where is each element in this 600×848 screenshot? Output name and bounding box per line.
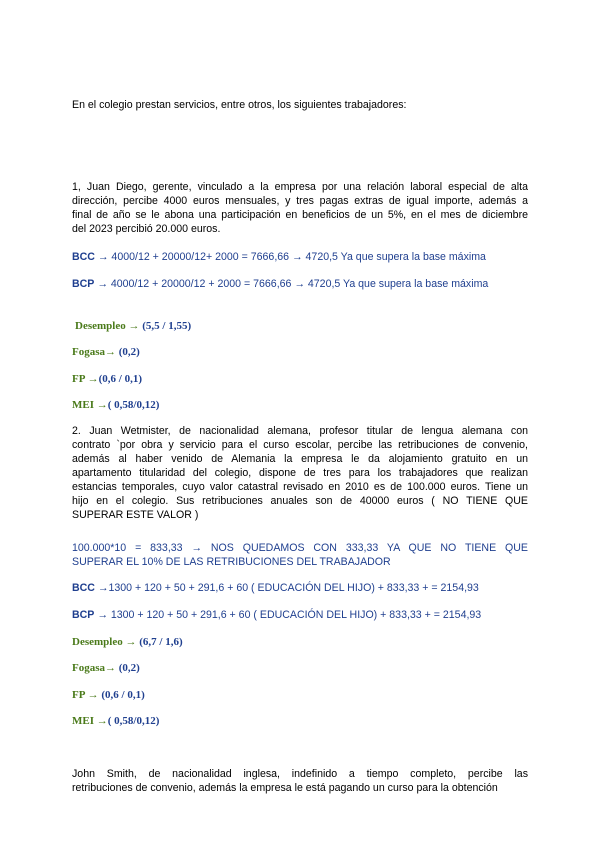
case1-line: del 2023 percibió 20.000 euros. bbox=[72, 223, 221, 235]
case3-line: John Smith, de nacionalidad inglesa, indefinido a tiempo completo, percibe las bbox=[72, 768, 528, 780]
case1-desempleo-line bbox=[75, 319, 531, 333]
case2-bcp-line bbox=[72, 608, 528, 622]
bcc-label: BCC bbox=[72, 582, 95, 594]
case2-line: SUPERAR ESTE VALOR ) bbox=[72, 509, 199, 521]
fogasa-label: Fogasa→ bbox=[72, 346, 116, 358]
fp-value: (0,6 / 0,1) bbox=[98, 373, 142, 385]
case1-line: dirección, percibe 4000 euros mensuales, y tres pagas extras de igual importe, además a bbox=[72, 195, 528, 207]
case1-bcp-line bbox=[72, 277, 528, 291]
mei-value: ( 0,58/0,12) bbox=[107, 715, 160, 727]
case1-paragraph bbox=[72, 180, 528, 236]
case2-fp-line bbox=[72, 688, 528, 702]
desempleo-label: Desempleo → bbox=[72, 636, 137, 648]
desempleo-value: (5,5 / 1,55) bbox=[139, 320, 192, 332]
housing-calc-line: 100.000*10 = 833,33 → NOS QUEDAMOS CON 333,33 YA QUE NO TIENE QUE bbox=[72, 542, 528, 554]
fogasa-value: (0,2) bbox=[116, 346, 140, 358]
case1-mei-line bbox=[72, 398, 528, 412]
bcc-label: BCC bbox=[72, 251, 95, 263]
case2-paragraph bbox=[72, 424, 528, 522]
bcc-formula: →1300 + 120 + 50 + 291,6 + 60 ( EDUCACIÓN DEL HIJO) + 833,33 + = 2154,93 bbox=[94, 582, 479, 594]
case3-line: retribuciones de convenio, además la empresa le está pagando un curso para la obtención bbox=[72, 782, 498, 794]
fp-value: (0,6 / 0,1) bbox=[98, 689, 145, 701]
case2-line: contrato `por obra y servicio para el curso escolar, percibe las retribuciones de convenio, bbox=[72, 439, 528, 451]
bcp-label: BCP bbox=[72, 609, 95, 621]
case1-bcc-line bbox=[72, 250, 528, 264]
fp-label: FP → bbox=[72, 689, 99, 701]
case3-paragraph bbox=[72, 767, 528, 795]
mei-label: MEI → bbox=[72, 399, 108, 411]
case1-line: final de año se le abona una participación en beneficios de un 5%, en el mes de diciembre bbox=[72, 209, 528, 221]
case2-line: estancias temporales, cuyo valor catastral revisado en 2010 es de 100.000 euros. Tiene un bbox=[72, 481, 528, 493]
mei-value: ( 0,58/0,12) bbox=[107, 399, 160, 411]
desempleo-label: Desempleo → bbox=[75, 320, 140, 332]
case2-housing-calc bbox=[72, 541, 528, 569]
intro-text: En el colegio prestan servicios, entre otros, los siguientes trabajadores: bbox=[72, 99, 407, 111]
case2-mei-line bbox=[72, 714, 528, 728]
fogasa-value: (0,2) bbox=[116, 662, 140, 674]
case2-line: hijo en el colegio. Sus retribuciones anuales son de 40000 euros ( NO TIENE QUE bbox=[72, 495, 528, 507]
housing-calc-line: SUPERAR EL 10% DE LAS RETRIBUCIONES DEL TRABAJADOR bbox=[72, 556, 391, 568]
case2-fogasa-line bbox=[72, 661, 528, 675]
bcp-formula: → 4000/12 + 20000/12 + 2000 = 7666,66 → 4720,5 Ya que supera la base máxima bbox=[94, 278, 489, 290]
case2-line: apartamento titularidad del colegio, dispone de tres para los trabajadores que realizan bbox=[72, 467, 528, 479]
mei-label: MEI → bbox=[72, 715, 108, 727]
desempleo-value: (6,7 / 1,6) bbox=[136, 636, 183, 648]
case2-desempleo-line bbox=[72, 635, 528, 649]
case1-fp-line bbox=[72, 372, 528, 386]
case2-line: además al haber venido de Alemania la empresa le da alojamiento gratuito en un bbox=[72, 453, 528, 465]
bcc-formula: → 4000/12 + 20000/12+ 2000 = 7666,66 → 4720,5 Ya que supera la base máxima bbox=[94, 251, 486, 263]
case2-bcc-line bbox=[72, 581, 528, 595]
bcp-label: BCP bbox=[72, 278, 95, 290]
fp-label: FP → bbox=[72, 373, 99, 385]
fogasa-label: Fogasa→ bbox=[72, 662, 116, 674]
case1-fogasa-line bbox=[72, 345, 528, 359]
case2-line: 2. Juan Wetmister, de nacionalidad alemana, profesor titular de lengua alemana con bbox=[72, 425, 528, 437]
case1-line: 1, Juan Diego, gerente, vinculado a la empresa por una relación laboral especial de alta bbox=[72, 181, 528, 193]
bcp-formula: → 1300 + 120 + 50 + 291,6 + 60 ( EDUCACIÓN DEL HIJO) + 833,33 + = 2154,93 bbox=[94, 609, 482, 621]
